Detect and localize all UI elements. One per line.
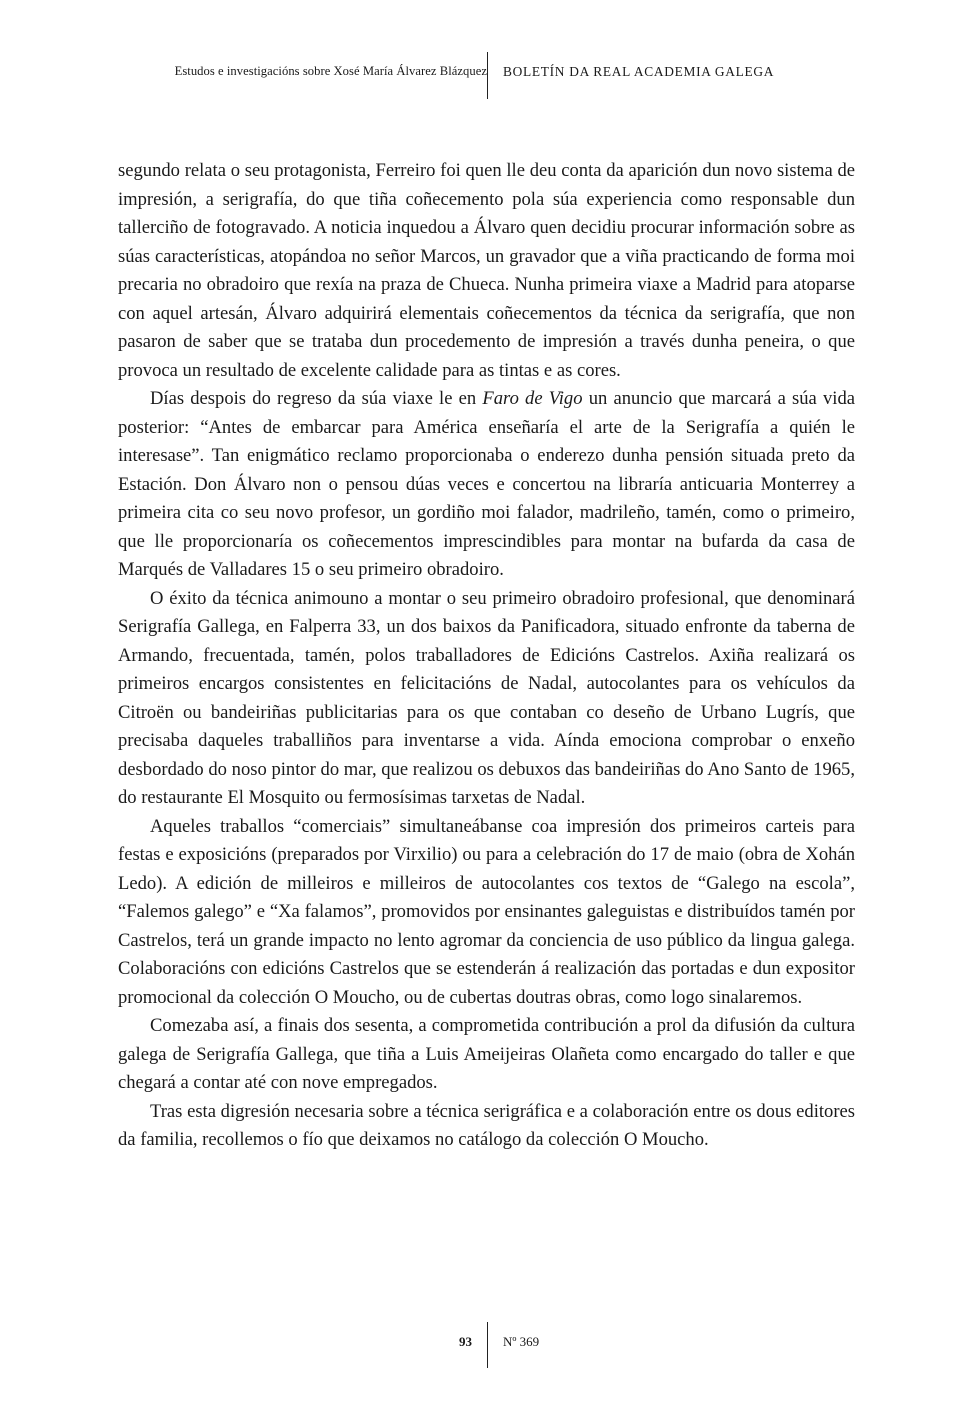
newspaper-title: Faro de Vigo	[482, 388, 583, 409]
page-footer	[0, 1322, 975, 1368]
paragraph-5: Comezaba así, a finais dos sesenta, a comprometida contribución a prol da difusión da cultura galega de Serigrafía Gallega, que tiña a Luis Ameijeiras Olañeta como encargado do taller e que chegará a contar até con nove empregados.	[118, 1015, 855, 1093]
paragraph-3: O éxito da técnica animouno a montar o seu primeiro obradoiro profesional, que denominará Serigrafía Gallega, en Falperra 33, un dos baixos da Panificadora, situado enfronte da taberna de Armando, frecuentada, tamén, polos traballadores de Edicións Castrelos. Axiña realizará os primeiros encargos consistentes en felicitacións de Nadal, autocolantes para os vehículos da Citroën ou bandeiriñas publicitarias para os que contaban co deseño de Urbano Lugrís, que precisaba daqueles traballiños para inventarse a vida. Aínda emociona comprobar o enxeño desbordado do noso pintor do mar, que realizou os debuxos das bandeiriñas do Ano Santo de 1965, do restaurante El Mosquito ou fermosísimas tarxetas de Nadal.	[118, 587, 855, 808]
running-header	[0, 52, 975, 100]
footer-divider	[487, 1322, 488, 1368]
paragraph-6: Tras esta digresión necesaria sobre a técnica serigráfica e a colaboración entre os dous editores da familia, recollemos o fío que deixamos no catálogo da colección O Moucho.	[118, 1100, 855, 1150]
header-volume-title: Estudos e investigacións sobre Xosé María Álvarez Blázquez	[174, 64, 487, 78]
issue-number: Nº 369	[503, 1334, 540, 1349]
paragraph-1: segundo relata o seu protagonista, Ferreiro foi quen lle deu conta da aparición dun novo sistema de impresión, a serigrafía, do que tiña coñecemento pola súa experiencia como responsable dun tallerciño de fotogravado. A noticia inquedou a Álvaro quen decidiu procurar información sobre as súas características, atopándoa no señor Marcos, un gravador que a viña practicando de forma moi precaria no obradoiro que rexía na praza de Chueca. Nunha primeira viaxe a Madrid para atoparse con aquel artesán, Álvaro adquirirá elementais coñecementos da técnica da serigrafía, que non pasaron de saber que se trataba dun procedemento de impresión a través dunha peneira, o que provoca un resultado de excelente calidade para as tintas e as cores.	[118, 160, 855, 381]
header-divider	[487, 52, 488, 99]
header-journal-title: BOLETÍN DA REAL ACADEMIA GALEGA	[503, 64, 775, 79]
body-text	[118, 157, 855, 1155]
paragraph-4: Aqueles traballos “comerciais” simultaneábanse coa impresión dos primeiros carteis para festas e exposicións (preparados por Virxilio) ou para a celebración do 17 de maio (obra de Xohán Ledo). A edición de milleiros e milleiros de autocolantes cos textos de “Galego na escola”, “Falemos galego” e “Xa falamos”, promovidos por ensinantes galeguistas e distribuídos tamén por Castrelos, terá un grande impacto no lento agromar da conciencia de uso público da lingua galega. Colaboracións con edicións Castrelos que se estenderán á realización das portadas e dun expositor promocional da colección O Moucho, ou de cubertas doutras obras, como logo sinalaremos.	[118, 815, 855, 1008]
page-number: 93	[459, 1334, 472, 1349]
paragraph-2: Días despois do regreso da súa viaxe le en Faro de Vigo un anuncio que marcará a súa vida posterior: “Antes de embarcar para América enseñaría el arte de la Serigrafía a quién le interesase”. Tan enigmático reclamo proporcionaba o enderezo dunha pensión situada preto da Estación. Don Álvaro non o pensou dúas veces e concertou na libraría anticuaria Monterrey a primeira cita co seu novo profesor, un gordiño moi falador, madrileño, tamén, como o primeiro, que lle proporcionaría os coñecementos imprescindibles para montar na bufarda da casa de Marqués de Valladares 15 o seu primeiro obradoiro.	[118, 388, 855, 580]
